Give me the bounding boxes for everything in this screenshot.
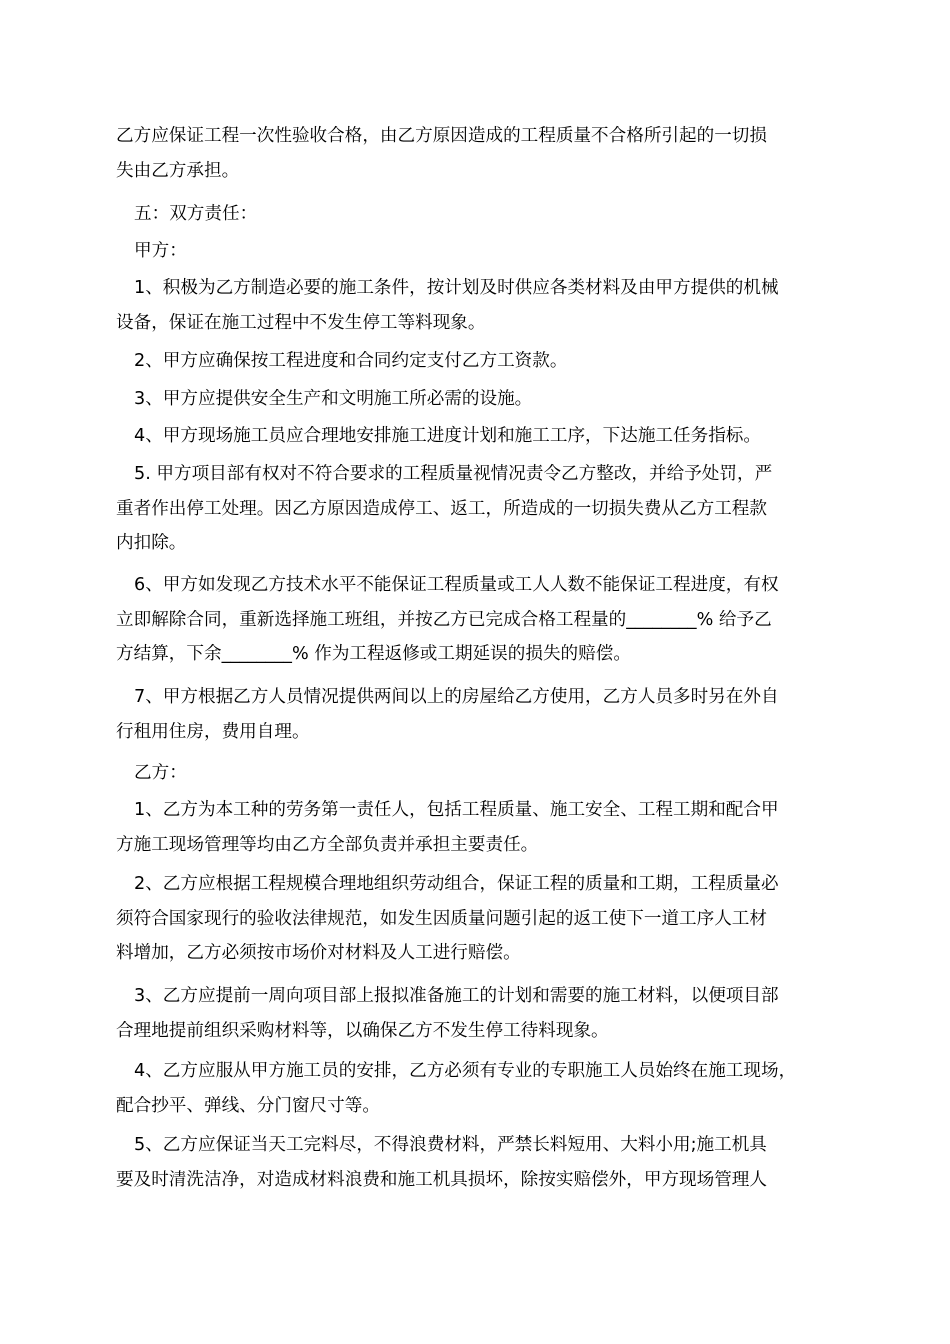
text-line: 乙方： [134, 763, 187, 783]
text-line: 2、乙方应根据工程规模合理地组织劳动组合，保证工程的质量和工期，工程质量必 [134, 874, 779, 894]
section-heading-mutual-responsibilities [134, 197, 257, 232]
text-line: 要及时清洗洁净，对造成材料浪费和施工机具损坏，除按实赔偿外，甲方现场管理人 [116, 1169, 767, 1190]
party-a-heading [134, 234, 187, 269]
text-line: 5. 甲方项目部有权对不符合要求的工程质量视情况责令乙方整改，并给予处罚，严 [134, 464, 773, 484]
text-line: 行租用住房，费用自理。 [116, 721, 310, 742]
text-line: 料增加，乙方必须按市场价对材料及人工进行赔偿。 [116, 943, 521, 963]
text-line: 方结算，下余________% 作为工程返修或工期延误的损失的赔偿。 [116, 644, 631, 664]
paragraph-quality-liability [116, 119, 767, 188]
party-b-clause-2 [116, 867, 779, 971]
party-b-clause-5 [116, 1128, 767, 1197]
text-line: 乙方应保证工程一次性验收合格，由乙方原因造成的工程质量不合格所引起的一切损 [116, 126, 767, 146]
text-line: 4、乙方应服从甲方施工员的安排，乙方必须有专业的专职施工人员始终在施工现场， [134, 1061, 797, 1081]
text-line: 失由乙方承担。 [116, 160, 240, 181]
text-line: 内扣除。 [116, 533, 187, 553]
text-line: 3、甲方应提供安全生产和文明施工所必需的设施。 [134, 389, 533, 409]
text-line: 5、乙方应保证当天工完料尽，不得浪费材料，严禁长料短用、大料小用;施工机具 [134, 1135, 767, 1155]
party-a-clause-3 [134, 382, 532, 417]
text-line: 1、乙方为本工种的劳务第一责任人，包括工程质量、施工安全、工程工期和配合甲 [134, 800, 779, 820]
text-line: 重者作出停工处理。因乙方原因造成停工、返工，所造成的一切损失费从乙方工程款 [116, 498, 767, 519]
party-b-heading [134, 756, 187, 791]
party-a-clause-4 [134, 419, 761, 454]
party-b-clause-1 [116, 793, 779, 862]
text-line: 须符合国家现行的验收法律规范，如发生因质量问题引起的返工使下一道工序人工材 [116, 908, 767, 929]
text-line: 2、甲方应确保按工程进度和合同约定支付乙方工资款。 [134, 351, 568, 371]
text-line: 7、甲方根据乙方人员情况提供两间以上的房屋给乙方使用，乙方人员多时另在外自 [134, 687, 779, 707]
text-line: 设备，保证在施工过程中不发生停工等料现象。 [116, 312, 486, 333]
party-b-clause-3 [116, 979, 779, 1048]
party-a-clause-7 [116, 680, 779, 749]
party-a-clause-1 [116, 271, 779, 340]
party-a-clause-6 [116, 568, 779, 672]
text-line: 4、甲方现场施工员应合理地安排施工进度计划和施工工序，下达施工任务指标。 [134, 426, 761, 446]
text-line: 6、甲方如发现乙方技术水平不能保证工程质量或工人人数不能保证工程进度，有权 [134, 575, 779, 595]
party-a-clause-2 [134, 344, 567, 379]
party-a-clause-5 [116, 457, 772, 561]
text-line: 1、积极为乙方制造必要的施工条件，按计划及时供应各类材料及由甲方提供的机械 [134, 278, 779, 298]
text-line: 五：双方责任： [134, 204, 258, 224]
text-line: 3、乙方应提前一周向项目部上报拟准备施工的计划和需要的施工材料，以便项目部 [134, 986, 779, 1006]
party-b-clause-4 [116, 1054, 796, 1123]
text-line: 方施工现场管理等均由乙方全部负责并承担主要责任。 [116, 834, 539, 855]
text-line: 配合抄平、弹线、分门窗尺寸等。 [116, 1095, 380, 1116]
text-line: 合理地提前组织采购材料等，以确保乙方不发生停工待料现象。 [116, 1020, 609, 1041]
text-line: 甲方： [134, 241, 187, 261]
text-line: 立即解除合同，重新选择施工班组，并按乙方已完成合格工程量的________% 给予乙 [116, 609, 772, 630]
